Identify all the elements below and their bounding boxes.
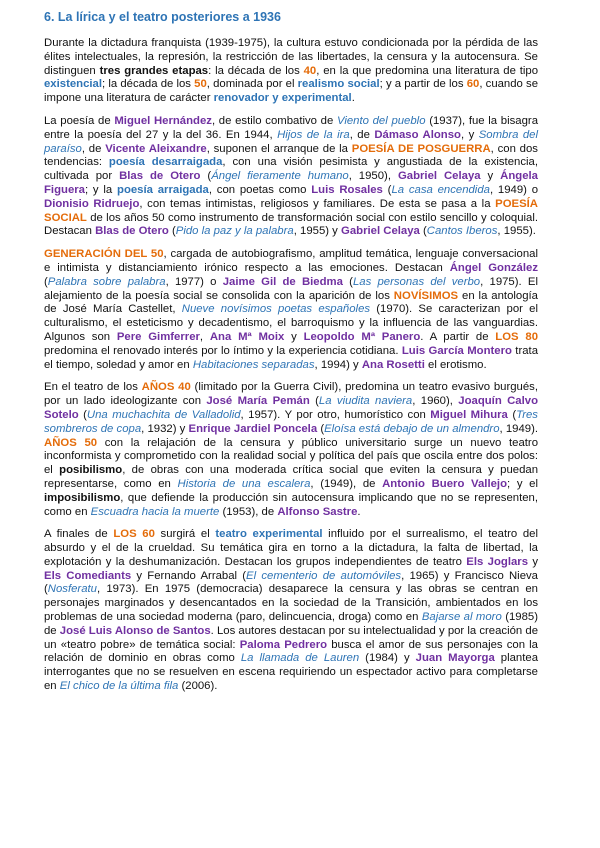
text-run: , de xyxy=(81,142,106,155)
text-run: , 1975). El alejamiento de la poesía social se consolida con la aparición de los xyxy=(44,275,538,302)
work-title: Cantos Iberos xyxy=(426,225,498,238)
text-run: , 1949). xyxy=(499,422,539,435)
author-name: Ángela Figuera xyxy=(44,170,538,196)
text-run: (1937), fue la bisagra entre la poesía del 27 y la del 36. En 1944, xyxy=(44,114,539,141)
work-title: Nueve novísimos poetas españoles xyxy=(181,303,371,316)
text-run: (2006). xyxy=(178,680,218,693)
text-run: : la década de los xyxy=(208,64,304,77)
text-run: , con temas intimistas, religiosos y familiares. De esta se pasa a la xyxy=(139,197,496,210)
author-name: Blas de Otero xyxy=(119,170,201,183)
author-name: Dámaso Alonso xyxy=(374,128,461,141)
text-run: predomina el renovado interés por lo íntimo y la experiencia cotidiana. xyxy=(44,344,402,357)
paragraph xyxy=(44,37,538,106)
text-run: Durante la dictadura franquista (1939-1975), la cultura estuvo condicionada por la pérdida de las élites intelectuales, la represión, la restricción de las libertades, la censura y la autocensura. Se distinguen xyxy=(44,37,538,77)
text-run: ( xyxy=(309,395,319,408)
work-title: Ángel fieramente humano xyxy=(211,170,349,183)
text-run: , 1932) y xyxy=(141,422,189,435)
work-title: El chico de la última fila xyxy=(59,680,179,693)
text-run: , de estilo combativo de xyxy=(211,114,337,127)
text-run: , 1955). xyxy=(497,225,536,238)
text-run: , que defiende la producción sin autocensura implicando que no se representen, como en xyxy=(44,491,538,518)
highlighted-term: renovador y experimental xyxy=(213,92,352,105)
text-run: ( xyxy=(317,422,325,435)
text-run: con la relajación de la censura y público universitario surge un nuevo teatro inconformista y comprometido con la realidad social y política del país que oscila entre dos polos: el xyxy=(44,436,538,477)
key-term: posibilismo xyxy=(59,464,123,477)
section-heading: 6. La lírica y el teatro posteriores a 1936 xyxy=(44,10,281,24)
author-name: Miguel Hernández xyxy=(114,114,212,127)
work-title: Las personas del verbo xyxy=(352,275,481,288)
text-run: (1953), de xyxy=(219,505,278,518)
text-run: , xyxy=(199,330,210,343)
work-title: Eloísa está debajo de un almendro xyxy=(324,422,500,435)
text-run: , suponen el arranque de la xyxy=(206,142,352,155)
work-title: Una muchachita de Valladolid xyxy=(86,408,241,421)
work-title: La llamada de Lauren xyxy=(240,652,360,665)
author-name: Antonio Buero Vallejo xyxy=(382,477,507,490)
work-title: Tres sombreros de copa xyxy=(44,408,538,435)
period-label: AÑOS 40 xyxy=(141,381,191,394)
text-run: , 1977) o xyxy=(165,275,223,288)
author-name: José Luis Alonso de Santos xyxy=(59,624,211,637)
author-name: Gabriel Celaya xyxy=(397,170,481,183)
work-title: Hijos de la ira xyxy=(277,128,350,141)
paragraph xyxy=(44,248,538,372)
text-run: , cargada de autobiografismo, amplitud temática, lenguaje conversacional e intimista y distanciamiento irónico respecto a las emociones. Destacan xyxy=(44,248,538,274)
text-run: busca el amor de sus personajes con la relación de dominio en obras como xyxy=(44,638,538,665)
author-name: Ángel González xyxy=(449,261,538,274)
text-run: . xyxy=(351,92,355,105)
highlighted-term: poesía arraigada xyxy=(117,183,209,196)
text-run: (1970). Se caracterizan por el culturalismo, el esteticismo y decadentismo, el barroquismo y la influencia de las vanguardias. Algunos son xyxy=(44,303,538,343)
author-name: Enrique Jardiel Poncela xyxy=(188,422,318,435)
work-title: Bajarse al moro xyxy=(421,611,502,624)
text-run: ( xyxy=(382,183,392,196)
text-run: de los años 50 como instrumento de transformación social con estilo sencillo y coloquial. Destacan xyxy=(44,211,538,238)
text-run: , 1973). En 1975 (democracia) desaparece la censura y las obras se centran en personajes marginados y desencantados en la sociedad de la Transición, ambientados en los problemas de una sociedad moderna (paro, delincuencia, droga) como en xyxy=(44,583,538,624)
text-run: y xyxy=(528,555,539,568)
period-label: POESÍA DE POSGUERRA xyxy=(351,142,491,155)
work-title: Viento del pueblo xyxy=(336,114,426,127)
period-label: NOVÍSIMOS xyxy=(393,289,459,302)
text-run: , con una visión pesimista y angustiada de la existencia, cultivada por xyxy=(44,156,538,183)
period-label: 40 xyxy=(303,64,317,77)
text-run: , 1994) y xyxy=(314,358,362,371)
text-run: el erotismo. xyxy=(424,358,487,371)
author-name: Leopoldo Mª Panero xyxy=(303,330,421,343)
author-name: Paloma Pedrero xyxy=(239,638,328,651)
work-title: La viudita naviera xyxy=(318,395,413,408)
period-label: AÑOS 50 xyxy=(44,436,98,449)
text-run: ( xyxy=(507,408,517,421)
text-run: , de xyxy=(349,128,375,141)
text-run: , y xyxy=(460,128,479,141)
author-name: Luis Rosales xyxy=(311,183,383,196)
text-run: y xyxy=(284,330,304,343)
period-label: 50 xyxy=(194,78,207,91)
work-title: El cementerio de automóviles xyxy=(246,569,402,582)
paragraph xyxy=(44,528,538,694)
work-title: Palabra sobre palabra xyxy=(47,275,166,288)
author-name: Jaime Gil de Biedma xyxy=(222,275,343,288)
text-run: , 1965) y Francisco Nieva ( xyxy=(44,569,538,596)
author-name: Juan Mayorga xyxy=(415,652,495,665)
document-page xyxy=(44,10,538,703)
text-run: , 1949) o xyxy=(489,183,539,196)
text-run: y xyxy=(480,170,501,183)
period-label: LOS 80 xyxy=(495,330,539,343)
text-run: , 1955) y xyxy=(293,225,342,238)
period-label: POESÍA SOCIAL xyxy=(44,197,538,224)
work-title: Nosferatu xyxy=(47,583,97,596)
text-run: trata el tiempo, soledad y amor en xyxy=(44,344,539,371)
text-run: . Los autores destacan por su intelectualidad y por la creación de un «teatro pobre» de temática social: xyxy=(44,624,539,651)
text-run: en la antología de José María Castellet, xyxy=(44,289,538,316)
author-name: Alfonso Sastre xyxy=(277,505,358,518)
text-run: En el teatro de los xyxy=(44,381,142,394)
highlighted-term: teatro experimental xyxy=(215,528,323,541)
text-run: (1984) y xyxy=(359,652,416,665)
period-label: GENERACIÓN DEL 50 xyxy=(44,248,164,261)
text-run: ; la década de los xyxy=(102,78,195,91)
author-name: Joaquín Calvo Sotelo xyxy=(44,395,539,421)
text-run: (limitado por la Guerra Civil), predomina un teatro evasivo burgués, por un lado ideologizante con xyxy=(44,381,538,408)
text-run: y Fernando Arrabal ( xyxy=(131,569,247,582)
text-run: ( xyxy=(78,408,87,421)
author-name: Luis García Montero xyxy=(401,344,512,357)
text-run: , 1957). Y por otro, humorístico con xyxy=(240,408,431,421)
text-run: . A partir de xyxy=(420,330,496,343)
key-term: tres grandes etapas xyxy=(99,64,209,77)
text-run: ; y la xyxy=(84,183,118,196)
text-run: ( xyxy=(200,170,212,183)
text-run: , dominada por el xyxy=(206,78,298,91)
text-run: , 1950), xyxy=(348,170,398,183)
author-name: Gabriel Celaya xyxy=(341,225,420,238)
text-run: , con poetas como xyxy=(208,183,312,196)
paragraph xyxy=(44,115,538,239)
work-title: Historia de una escalera xyxy=(177,477,311,490)
text-run: plantea interrogantes que no se resuelven en escena requiriendo un espectador activo para completarse en xyxy=(44,652,539,693)
author-name: Dionisio Ridruejo xyxy=(44,197,140,210)
work-title: La casa encendida xyxy=(391,183,490,196)
text-run: ( xyxy=(419,225,427,238)
highlighted-term: realismo social xyxy=(297,78,380,91)
text-run: La poesía de xyxy=(44,114,115,127)
paragraph xyxy=(44,381,538,519)
work-title: Escuadra hacia la muerte xyxy=(90,505,220,518)
author-name: Miguel Mihura xyxy=(430,408,508,421)
text-run: ( xyxy=(168,225,176,238)
text-run: , cuando se impone una literatura de carácter xyxy=(44,78,539,105)
text-run: ; y a partir de los xyxy=(379,78,467,91)
text-run: influido por el surrealismo, el teatro del absurdo y el de la crueldad. Su temática gira en torno a la dictadura, la falta de libertad, la explotación y la deshumanización. Destacan los grupos independientes de teatro xyxy=(44,528,539,568)
author-name: Pere Gimferrer xyxy=(116,330,200,343)
key-term: imposibilismo xyxy=(44,491,121,504)
period-label: LOS 60 xyxy=(113,528,155,541)
highlighted-term: existencial xyxy=(44,78,103,91)
text-run: , con dos tendencias: xyxy=(44,142,538,169)
text-run: surgirá el xyxy=(154,528,216,541)
author-name: Ana Mª Moix xyxy=(209,330,285,343)
highlighted-term: poesía desarraigada xyxy=(108,156,223,169)
text-run: ; y el xyxy=(507,477,538,490)
text-run: , (1949), de xyxy=(310,477,383,490)
period-label: 60 xyxy=(466,78,480,91)
author-name: José María Pemán xyxy=(206,395,310,408)
text-run: , de obras con una moderada crítica social que eviten la censura y puedan representarse, como en xyxy=(44,464,538,490)
work-title: Pido la paz y la palabra xyxy=(175,225,294,238)
text-run: ( xyxy=(44,275,48,288)
document-body xyxy=(44,37,538,694)
work-title: Sombra del paraíso xyxy=(44,128,538,155)
text-run: . xyxy=(357,505,361,518)
author-name: Els Joglars xyxy=(466,555,529,568)
text-run: (1985) de xyxy=(44,611,538,637)
work-title: Habitaciones separadas xyxy=(192,358,315,371)
author-name: Vicente Aleixandre xyxy=(105,142,207,155)
text-run: , en la que predomina una literatura de tipo xyxy=(316,64,539,77)
author-name: Ana Rosetti xyxy=(361,358,425,371)
author-name: Els Comediants xyxy=(44,569,132,582)
text-run: , 1960), xyxy=(412,395,459,408)
text-run: A finales de xyxy=(44,528,114,541)
text-run: ( xyxy=(342,275,353,288)
author-name: Blas de Otero xyxy=(95,225,169,238)
